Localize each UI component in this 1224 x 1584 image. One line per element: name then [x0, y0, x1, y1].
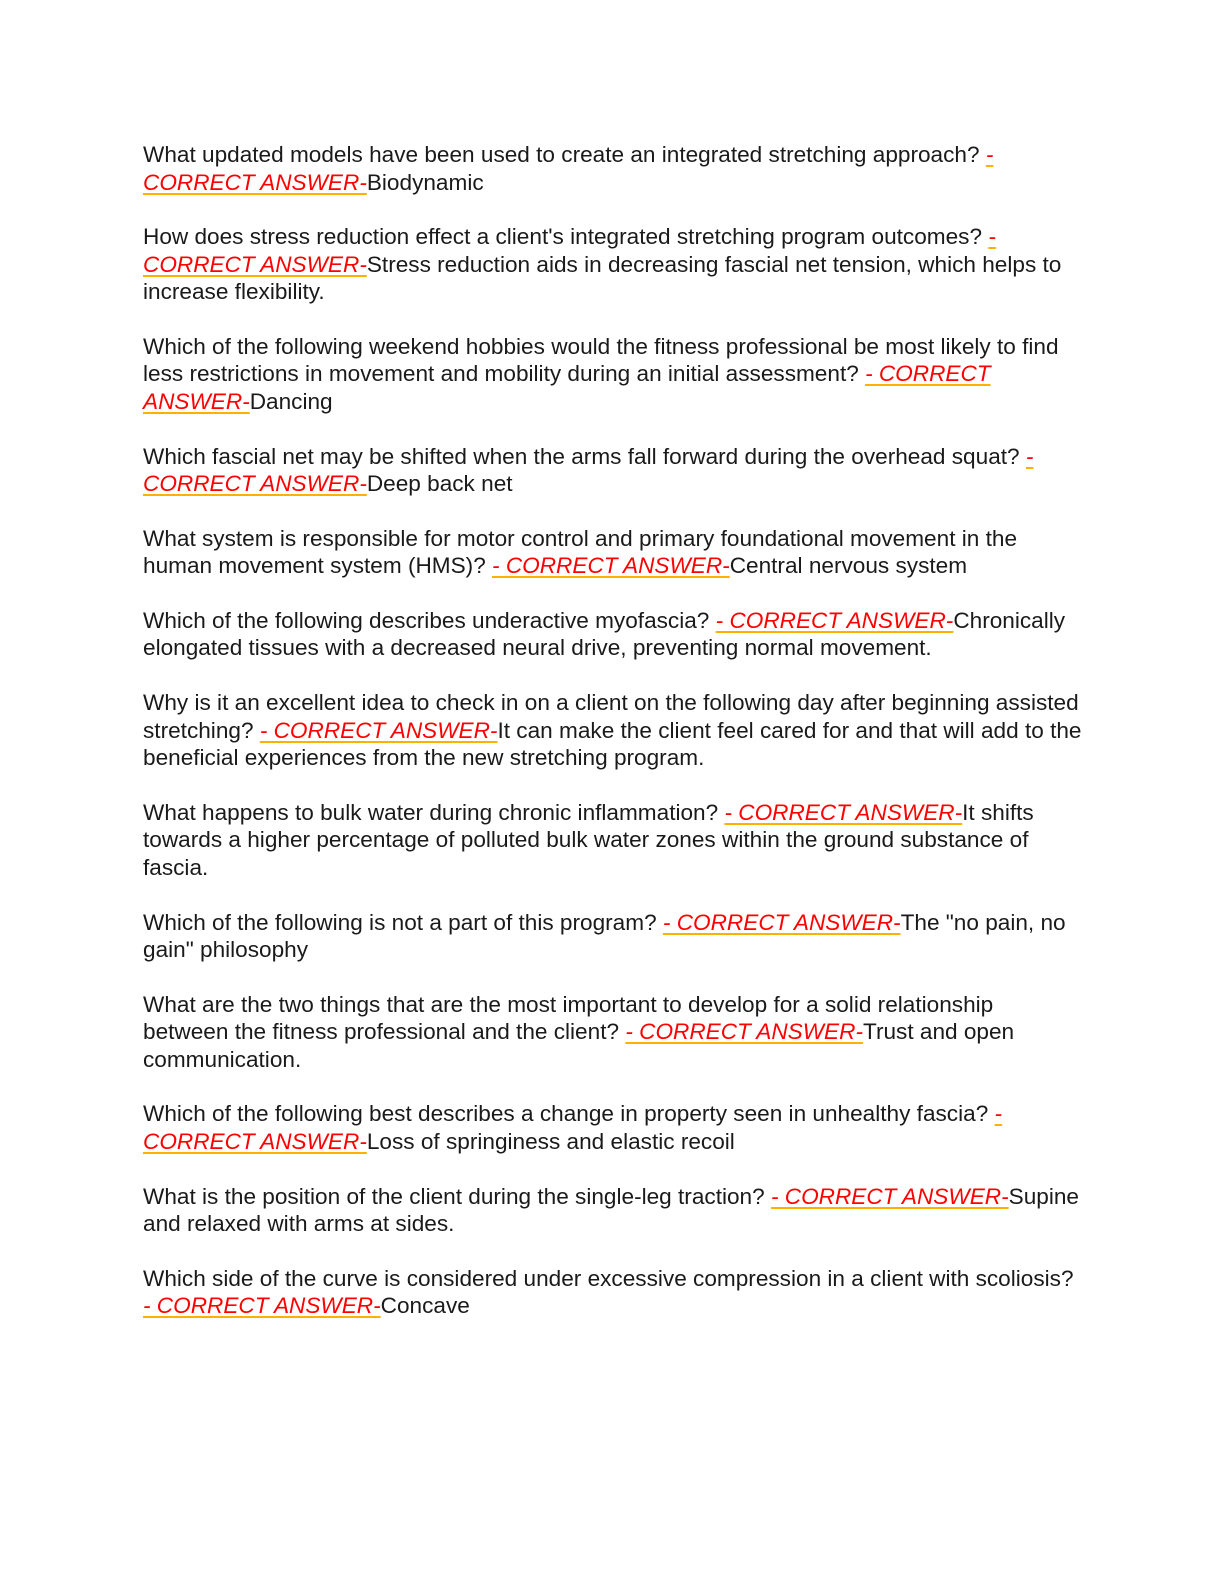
qa-item	[143, 1265, 1083, 1320]
question-text: Which of the following is not a part of this program?	[143, 909, 663, 935]
qa-item	[143, 909, 1083, 964]
answer-text: It can make the client feel cared for and that will add to the beneficial experiences from the new stretching program.	[143, 717, 1082, 771]
correct-answer-tag: - CORRECT ANSWER-	[143, 443, 1034, 497]
correct-answer-tag: - CORRECT ANSWER-	[715, 607, 954, 633]
question-text: What is the position of the client during the single-leg traction?	[143, 1183, 771, 1209]
question-text: Which side of the curve is considered under excessive compression in a client with scoliosis?	[143, 1265, 1074, 1291]
correct-answer-tag: - CORRECT ANSWER-	[143, 361, 991, 414]
answer-text: Concave	[380, 1293, 470, 1319]
question-text: Which of the following best describes a change in property seen in unhealthy fascia?	[143, 1101, 995, 1127]
question-text: What updated models have been used to create an integrated stretching approach?	[143, 142, 986, 167]
qa-item	[143, 333, 1083, 416]
correct-answer-tag: - CORRECT ANSWER-	[143, 142, 994, 195]
correct-answer-tag: - CORRECT ANSWER-	[625, 1019, 863, 1045]
qa-item	[143, 799, 1083, 882]
qa-item	[143, 525, 1083, 580]
question-text: What system is responsible for motor control and primary foundational movement in the human movement system (HMS)?	[143, 525, 1018, 579]
question-text: What are the two things that are the most important to develop for a solid relationship between the fitness professional and the client?	[143, 991, 994, 1045]
document-page	[143, 141, 1083, 1347]
answer-text: Stress reduction aids in decreasing fascial net tension, which helps to increase flexibility.	[143, 251, 1062, 305]
qa-item	[143, 689, 1083, 772]
answer-text: Biodynamic	[366, 169, 484, 195]
answer-text: Supine and relaxed with arms at sides.	[143, 1183, 1079, 1237]
question-text: What happens to bulk water during chronic inflammation?	[143, 799, 725, 825]
correct-answer-tag: - CORRECT ANSWER-	[143, 1101, 1003, 1154]
qa-item	[143, 223, 1083, 306]
correct-answer-tag: - CORRECT ANSWER-	[143, 1293, 381, 1319]
question-text: Which of the following weekend hobbies would the fitness professional be most likely to find less restrictions in movement and mobility during an initial assessment?	[143, 333, 1059, 387]
question-text: Why is it an excellent idea to check in on a client on the following day after beginning assisted stretching?	[143, 690, 1079, 743]
correct-answer-tag: - CORRECT ANSWER-	[492, 553, 730, 579]
correct-answer-tag: - CORRECT ANSWER-	[662, 909, 901, 935]
qa-item	[143, 607, 1083, 662]
qa-item	[143, 1183, 1083, 1238]
question-text: Which of the following describes underactive myofascia?	[143, 607, 716, 633]
answer-text: It shifts towards a higher percentage of polluted bulk water zones within the ground substance of fascia.	[143, 799, 1034, 880]
qa-item	[143, 1100, 1083, 1155]
answer-text: Chronically elongated tissues with a decreased neural drive, preventing normal movement.	[143, 607, 1066, 661]
correct-answer-tag: - CORRECT ANSWER-	[143, 224, 996, 277]
answer-text: Dancing	[249, 388, 333, 414]
answer-text: Loss of springiness and elastic recoil	[366, 1128, 735, 1154]
qa-item	[143, 991, 1083, 1074]
answer-text: Central nervous system	[729, 553, 968, 579]
answer-text: Deep back net	[366, 471, 513, 497]
correct-answer-tag: - CORRECT ANSWER-	[770, 1183, 1009, 1209]
correct-answer-tag: - CORRECT ANSWER-	[724, 799, 963, 825]
qa-item	[143, 141, 1083, 196]
correct-answer-tag: - CORRECT ANSWER-	[259, 717, 498, 743]
question-text: How does stress reduction effect a client's integrated stretching program outcomes?	[143, 224, 989, 250]
answer-text: Trust and open communication.	[143, 1019, 1015, 1072]
question-text: Which fascial net may be shifted when the arms fall forward during the overhead squat?	[143, 443, 1026, 469]
answer-text: The "no pain, no gain" philosophy	[143, 909, 1066, 962]
qa-item	[143, 443, 1083, 498]
